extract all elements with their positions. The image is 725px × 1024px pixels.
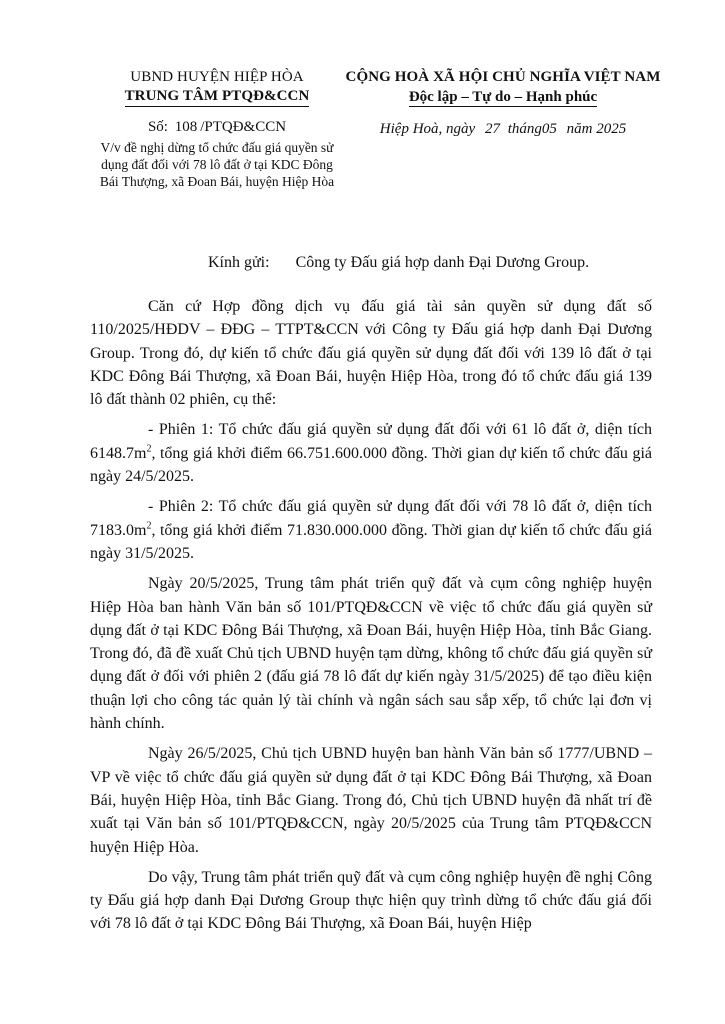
number-prefix: Số: xyxy=(147,119,168,135)
month-label: tháng xyxy=(507,121,542,137)
paragraph-basis: Căn cứ Hợp đồng dịch vụ đấu giá tài sản quyền sử dụng đất số 110/2025/HĐDV – ĐĐG – TTPT&CCN với Công ty Đấu giá hợp danh Đại Dương Group. Trong đó, dự kiến tổ chức đấu giá quyền sử dụng đất đối với 139 lô đất ở tại KDC Đông Bái Thượng, xã Đoan Bái, huyện Hiệp Hòa, trong đó tổ chức đấu giá 139 lô đất thành 02 phiên, cụ thể: xyxy=(90,298,652,409)
recipient-label: Kính gửi: xyxy=(208,254,270,271)
agency-name: TRUNG TÂM PTQĐ&CCN xyxy=(125,87,310,107)
paragraph-approval: Ngày 26/5/2025, Chủ tịch UBND huyện ban hành Văn bản số 1777/UBND – VP về việc tổ chức đấu giá quyền sử dụng đất ở tại KDC Đông Bái Thượng, xã Đoan Bái, huyện Hiệp Hòa, tỉnh Bắc Giang. Trong đó, Chủ tịch UBND huyện đã nhất trí đề xuất tại Văn bản số 101/PTQĐ&CCN, ngày 20/5/2025 của Trung tâm PTQĐ&CCN huyện Hiệp Hòa. xyxy=(90,745,652,856)
document-subject: V/v đề nghị dừng tổ chức đấu giá quyền sử dụng đất đối với 78 lô đất ở tại KDC Đông Bái Thượng, xã Đoan Bái, huyện Hiệp Hòa xyxy=(99,140,335,189)
number-suffix: /PTQĐ&CCN xyxy=(200,119,287,135)
date-day: 27 xyxy=(484,121,500,137)
national-header-block xyxy=(318,68,688,107)
year-label: năm 2025 xyxy=(566,121,627,137)
paragraph-request: Do vậy, Trung tâm phát triển quỹ đất và cụm công nghiệp huyện đề nghị Công ty Đấu giá hợp danh Đại Dương Group thực hiện quy trình dừng tổ chức đấu giá đối với 78 lô đất ở tại KDC Đông Bái Thượng, xã Đoan Bái, huyện Hiệp xyxy=(90,868,652,933)
place-date xyxy=(318,121,688,138)
paragraph-proposal: Ngày 20/5/2025, Trung tâm phát triển quỹ đất và cụm công nghiệp huyện Hiệp Hòa ban hành Văn bản số 101/PTQĐ&CCN về việc tổ chức đấu giá quyền sử dụng đất ở tại KDC Đông Bái Thượng, xã Đoan Bái, huyện Hiệp Hòa, tỉnh Bắc Giang. Trong đó, đã đề xuất Chủ tịch UBND huyện tạm dừng, không tổ chức đấu giá quyền sử dụng đất ở đối với phiên 2 (đấu giá 78 lô đất dự kiến ngày 31/5/2025) để tạo điều kiện thuận lợi cho công tác quản lý tài chính và ngân sách sau sắp xếp, tổ chức lại đơn vị hành chính. xyxy=(90,575,652,733)
document-number xyxy=(92,119,342,136)
number-value: 108 xyxy=(174,119,198,135)
document-body xyxy=(90,295,652,943)
country-name: CỘNG HOÀ XÃ HỘI CHỦ NGHĨA VIỆT NAM xyxy=(345,69,661,85)
session-1-item: - Phiên 1: Tổ chức đấu giá quyền sử dụng đất đối với 61 lô đất ở, diện tích $6148.7m^2$, tổng giá khởi điểm 66.751.600.000 đồng. Thời gian dự kiến tổ chức đấu giá ngày 24/5/2025. xyxy=(90,421,652,486)
recipient-line xyxy=(208,254,589,272)
issuing-agency-block xyxy=(92,68,342,107)
recipient-name: Công ty Đấu giá hợp danh Đại Dương Group. xyxy=(295,254,590,271)
date-month: 05 xyxy=(541,121,557,137)
parent-agency: UBND HUYỆN HIỆP HÒA xyxy=(130,69,304,85)
place-label: Hiệp Hoà, ngày xyxy=(379,121,476,137)
session-2-item: - Phiên 2: Tổ chức đấu giá quyền sử dụng đất đối với 78 lô đất ở, diện tích $7183.0m^2$, tổng giá khởi điểm 71.830.000.000 đồng. Thời gian dự kiến tổ chức đấu giá ngày 31/5/2025. xyxy=(90,498,652,562)
national-motto: Độc lập – Tự do – Hạnh phúc xyxy=(408,89,598,105)
